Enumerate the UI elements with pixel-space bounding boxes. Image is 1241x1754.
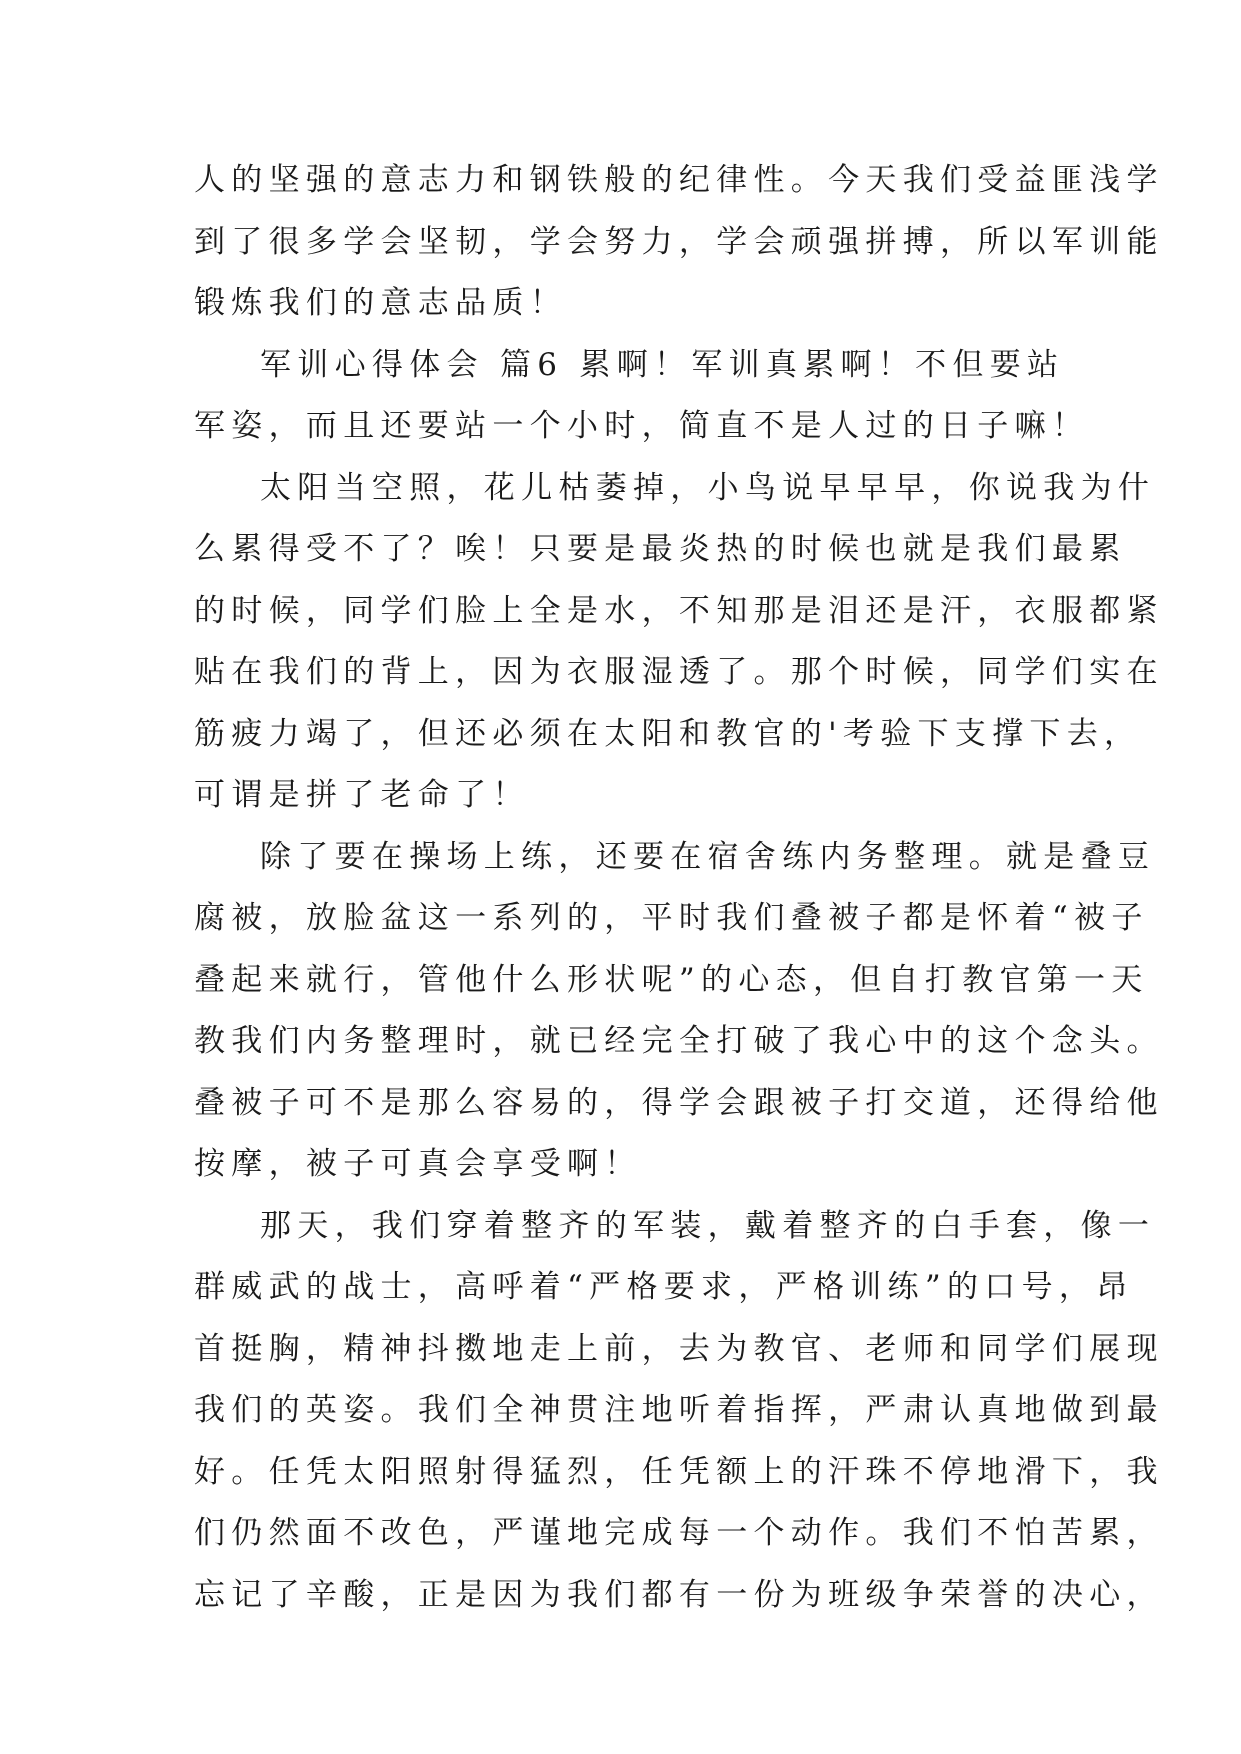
- text-line: 到了很多学会坚韧，学会努力，学会顽强拼搏，所以军训能: [194, 223, 1164, 260]
- text-line: 叠被子可不是那么容易的，得学会跟被子打交道，还得给他: [194, 1084, 1164, 1121]
- text-line: 贴在我们的背上，因为衣服湿透了。那个时候，同学们实在: [194, 654, 1164, 690]
- paragraph-start-line: 那天，我们穿着整齐的军装，戴着整齐的白手套，像一: [260, 1207, 1156, 1244]
- text-line: 腐被，放脸盆这一系列的，平时我们叠被子都是怀着“被子: [194, 900, 1149, 936]
- text-line: 可谓是拼了老命了！: [194, 777, 530, 813]
- text-line: 按摩，被子可真会享受啊！: [194, 1146, 642, 1182]
- text-line: 锻炼我们的意志品质！: [194, 285, 567, 321]
- body-text: [194, 150, 1164, 1626]
- text-line: 忘记了辛酸，正是因为我们都有一份为班级争荣誉的决心，: [194, 1576, 1164, 1613]
- text-line: 军姿，而且还要站一个小时，简直不是人过的日子嘛！: [194, 408, 1090, 444]
- text-line: 群威武的战士，高呼着“严格要求，严格训练”的口号，昂: [194, 1269, 1134, 1305]
- text-line: 筋疲力竭了，但还必须在太阳和教官的'考验下支撑下去，: [194, 715, 1142, 752]
- text-line: 叠起来就行，管他什么形状呢”的心态，但自打教官第一天: [194, 961, 1149, 998]
- text-line: 人的坚强的意志力和钢铁般的纪律性。今天我们受益匪浅学: [194, 162, 1164, 198]
- text-line: 的时候，同学们脸上全是水，不知那是泪还是汗，衣服都紧: [194, 592, 1164, 629]
- section-heading-line: 军训心得体会 篇6 累啊！军训真累啊！不但要站: [260, 346, 1065, 383]
- text-line: 教我们内务整理时，就已经完全打破了我心中的这个念头。: [194, 1023, 1164, 1059]
- text-line: 首挺胸，精神抖擞地走上前，去为教官、老师和同学们展现: [194, 1330, 1164, 1367]
- paragraph-start-line: 太阳当空照，花儿枯萎掉，小鸟说早早早，你说我为什: [260, 469, 1156, 506]
- text-line: 么累得受不了？唉！只要是最炎热的时候也就是我们最累: [194, 531, 1127, 567]
- text-line: 我们的英姿。我们全神贯注地听着指挥，严肃认真地做到最: [194, 1392, 1164, 1428]
- paragraph-start-line: 除了要在操场上练，还要在宿舍练内务整理。就是叠豆: [260, 838, 1156, 875]
- text-line: 好。任凭太阳照射得猛烈，任凭额上的汗珠不停地滑下，我: [194, 1453, 1164, 1490]
- text-line: 们仍然面不改色，严谨地完成每一个动作。我们不怕苦累，: [194, 1515, 1164, 1551]
